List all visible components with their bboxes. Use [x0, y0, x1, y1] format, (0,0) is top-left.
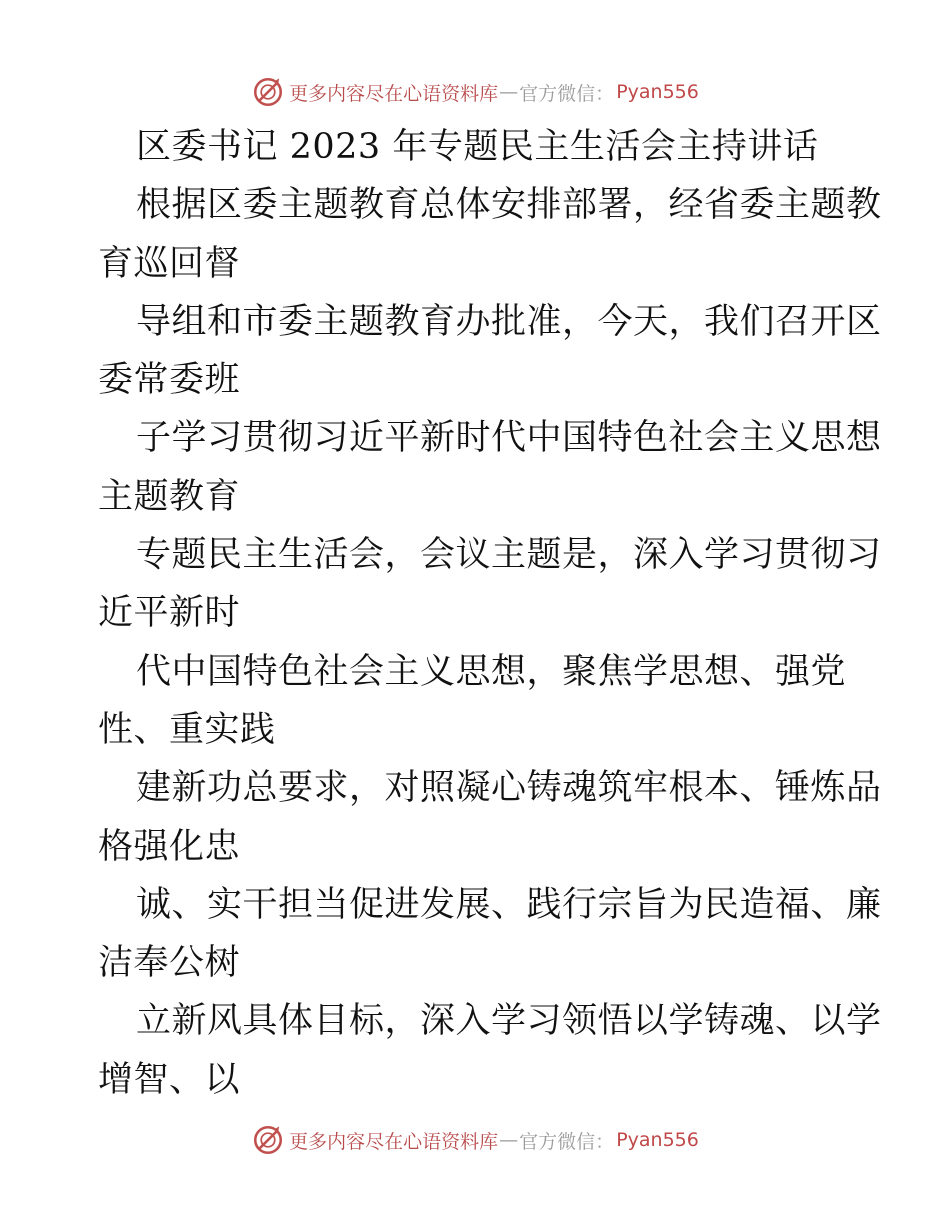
document-body	[98, 118, 882, 1109]
header-watermark	[0, 72, 950, 112]
watermark-main-text: 更多内容尽在心语资料库	[289, 82, 499, 105]
paragraph-line: 子学习贯彻习近平新时代中国特色社会主义思想	[136, 418, 882, 459]
paragraph-line: 导组和市委主题教育办批准，今天，我们召开区	[136, 301, 882, 342]
paragraph-line: 委常委班	[98, 360, 241, 401]
footer-watermark	[0, 1120, 950, 1160]
paragraph-line: 立新风具体目标，深入学习领悟以学铸魂、以学	[136, 1001, 882, 1042]
watermark-wechat-id: Pyan556	[616, 81, 699, 103]
paragraph-line: 代中国特色社会主义思想，聚焦学思想、强党	[136, 651, 847, 692]
paragraph-line: 性、重实践	[98, 709, 276, 750]
brand-logo-icon	[251, 1123, 285, 1157]
paragraph-line: 近平新时	[98, 593, 241, 634]
watermark-dash: —	[499, 1129, 519, 1151]
paragraph-line: 育巡回督	[98, 243, 241, 284]
paragraph-line: 洁奉公树	[98, 943, 241, 984]
watermark-contact-label: 官方微信：	[519, 82, 615, 105]
watermark-main-text: 更多内容尽在心语资料库	[289, 1130, 499, 1153]
paragraph-line: 建新功总要求，对照凝心铸魂筑牢根本、锤炼品	[136, 768, 882, 809]
document-title: 区委书记 2023 年专题民主生活会主持讲话	[136, 127, 819, 167]
paragraph-line: 主题教育	[98, 476, 241, 517]
brand-logo-icon	[251, 75, 285, 109]
watermark-dash: —	[499, 81, 519, 103]
paragraph-line: 专题民主生活会，会议主题是，深入学习贯彻习	[136, 535, 882, 576]
paragraph-line: 格强化忠	[98, 826, 241, 867]
paragraph-line: 增智、以	[98, 1059, 241, 1100]
watermark-contact-label: 官方微信：	[519, 1130, 615, 1153]
paragraph-line: 根据区委主题教育总体安排部署，经省委主题教	[136, 185, 882, 226]
watermark-wechat-id: Pyan556	[616, 1129, 699, 1151]
paragraph-line: 诚、实干担当促进发展、践行宗旨为民造福、廉	[136, 884, 882, 925]
